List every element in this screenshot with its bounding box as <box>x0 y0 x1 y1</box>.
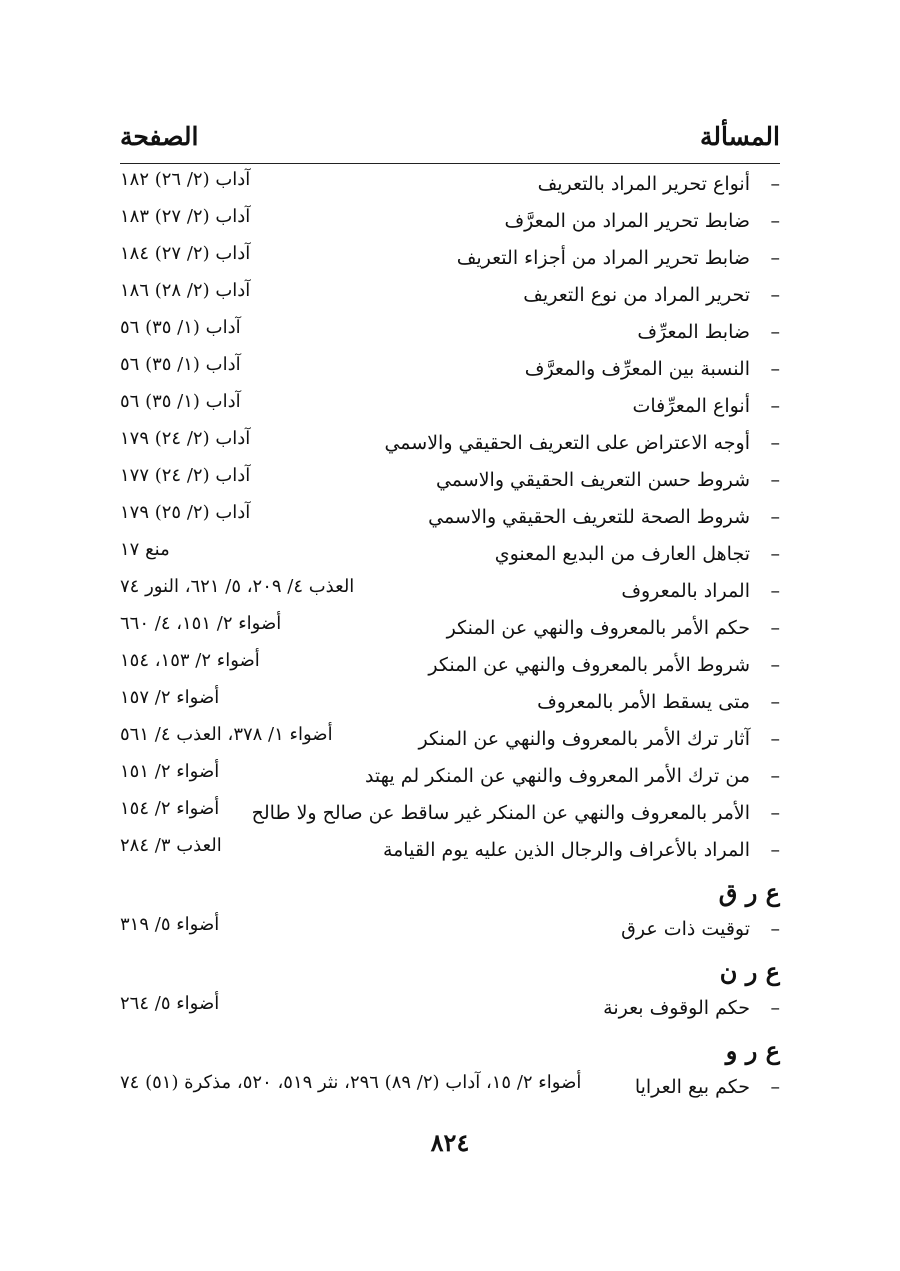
entry-topic: النسبة بين المعرِّف والمعرَّف <box>524 358 750 380</box>
entry-topic: آثار ترك الأمر بالمعروف والنهي عن المنكر <box>418 728 750 750</box>
entry-reference: أضواء ١/ ٣٧٨، العذب ٤/ ٥٦١ <box>120 724 333 745</box>
index-entry <box>120 424 780 461</box>
index-entry <box>120 794 780 831</box>
index-entry <box>120 609 780 646</box>
entry-dash: – <box>770 617 780 639</box>
index-entry <box>120 313 780 350</box>
entry-dash: – <box>770 543 780 565</box>
entry-reference: آداب (١/ ٣٥) ٥٦ <box>120 317 241 338</box>
entry-reference: آداب (١/ ٣٥) ٥٦ <box>120 391 241 412</box>
entry-dash: – <box>770 432 780 454</box>
header-divider <box>120 163 780 164</box>
entry-topic: شروط حسن التعريف الحقيقي والاسمي <box>435 469 750 491</box>
entry-reference: أضواء ٢/ ١٥٤ <box>120 798 220 819</box>
entry-topic: أنواع تحرير المراد بالتعريف <box>537 173 750 195</box>
entry-reference: آداب (٢/ ٢٤) ١٧٧ <box>120 465 251 486</box>
index-entry <box>120 165 780 202</box>
root-letters: ع ر ن <box>719 957 780 986</box>
column-header <box>120 122 780 162</box>
index-entry <box>120 646 780 683</box>
entry-dash: – <box>770 247 780 269</box>
entry-topic: ضابط تحرير المراد من المعرَّف <box>504 210 750 232</box>
root-letters: ع ر ق <box>718 878 780 907</box>
entry-dash: – <box>770 284 780 306</box>
index-entry <box>120 910 780 947</box>
entry-dash: – <box>770 691 780 713</box>
index-entry <box>120 683 780 720</box>
entry-topic: المراد بالأعراف والرجال الذين عليه يوم القيامة <box>382 839 750 861</box>
index-entry <box>120 831 780 868</box>
entry-reference: العذب ٤/ ٢٠٩، ٥/ ٦٢١، النور ٧٤ <box>120 576 355 597</box>
topic-column-heading: المسألة <box>700 122 780 151</box>
entry-dash: – <box>770 580 780 602</box>
entry-dash: – <box>770 210 780 232</box>
entry-reference: أضواء ٢/ ١٥١، ٤/ ٦٦٠ <box>120 613 282 634</box>
entry-reference: أضواء ٥/ ٢٦٤ <box>120 993 220 1014</box>
entry-topic: شروط الأمر بالمعروف والنهي عن المنكر <box>428 654 750 676</box>
index-entry <box>120 276 780 313</box>
entry-topic: حكم الوقوف بعرنة <box>603 997 750 1019</box>
entry-dash: – <box>770 395 780 417</box>
index-entry <box>120 989 780 1026</box>
entry-dash: – <box>770 1076 780 1098</box>
entry-reference: آداب (٢/ ٢٦) ١٨٢ <box>120 169 251 190</box>
entry-reference: العذب ٣/ ٢٨٤ <box>120 835 222 856</box>
entry-topic: الأمر بالمعروف والنهي عن المنكر غير ساقط عن صالح ولا طالح <box>251 802 750 824</box>
entry-dash: – <box>770 173 780 195</box>
entry-topic: ضابط تحرير المراد من أجزاء التعريف <box>456 247 750 269</box>
root-heading <box>120 868 780 910</box>
index-entry <box>120 461 780 498</box>
entry-topic: تحرير المراد من نوع التعريف <box>523 284 750 306</box>
entry-reference: أضواء ٥/ ٣١٩ <box>120 914 220 935</box>
entry-dash: – <box>770 765 780 787</box>
entry-reference: آداب (٢/ ٢٤) ١٧٩ <box>120 428 251 449</box>
entry-reference: أضواء ٢/ ١٥٧ <box>120 687 220 708</box>
entry-topic: أنواع المعرِّفات <box>632 395 750 417</box>
entry-reference: أضواء ٢/ ١٥، آداب (٢/ ٨٩) ٢٩٦، نثر ٥١٩، ٥٢٠، مذكرة (٥١) ٧٤ <box>120 1072 582 1093</box>
entry-reference: آداب (٢/ ٢٧) ١٨٤ <box>120 243 251 264</box>
page-number: ٨٢٤ <box>430 1128 470 1157</box>
entry-topic: ضابط المعرِّف <box>637 321 750 343</box>
index-entries <box>120 165 780 1105</box>
index-entry <box>120 202 780 239</box>
index-entry <box>120 757 780 794</box>
entry-reference: آداب (٢/ ٢٥) ١٧٩ <box>120 502 251 523</box>
entry-dash: – <box>770 918 780 940</box>
entry-reference: منع ١٧ <box>120 539 170 560</box>
entry-dash: – <box>770 469 780 491</box>
index-entry <box>120 350 780 387</box>
root-heading <box>120 1026 780 1068</box>
index-entry <box>120 720 780 757</box>
entry-reference: أضواء ٢/ ١٥٣، ١٥٤ <box>120 650 260 671</box>
entry-reference: آداب (٢/ ٢٧) ١٨٣ <box>120 206 251 227</box>
entry-topic: أوجه الاعتراض على التعريف الحقيقي والاسمي <box>384 432 750 454</box>
page-column-heading: الصفحة <box>120 122 199 151</box>
index-entry <box>120 498 780 535</box>
index-entry <box>120 1068 780 1105</box>
entry-topic: توقيت ذات عرق <box>621 918 750 940</box>
entry-topic: حكم بيع العرايا <box>634 1076 750 1098</box>
index-entry <box>120 535 780 572</box>
index-entry <box>120 572 780 609</box>
entry-topic: المراد بالمعروف <box>621 580 750 602</box>
entry-reference: آداب (١/ ٣٥) ٥٦ <box>120 354 241 375</box>
entry-dash: – <box>770 506 780 528</box>
entry-dash: – <box>770 728 780 750</box>
entry-topic: من ترك الأمر المعروف والنهي عن المنكر لم يهتد <box>364 765 750 787</box>
entry-reference: أضواء ٢/ ١٥١ <box>120 761 220 782</box>
entry-reference: آداب (٢/ ٢٨) ١٨٦ <box>120 280 251 301</box>
entry-topic: متى يسقط الأمر بالمعروف <box>537 691 750 713</box>
entry-topic: شروط الصحة للتعريف الحقيقي والاسمي <box>428 506 750 528</box>
entry-dash: – <box>770 654 780 676</box>
root-letters: ع ر و <box>725 1036 780 1065</box>
index-entry <box>120 387 780 424</box>
entry-topic: حكم الأمر بالمعروف والنهي عن المنكر <box>446 617 750 639</box>
entry-dash: – <box>770 358 780 380</box>
root-heading <box>120 947 780 989</box>
index-entry <box>120 239 780 276</box>
entry-dash: – <box>770 802 780 824</box>
entry-dash: – <box>770 997 780 1019</box>
entry-dash: – <box>770 321 780 343</box>
entry-dash: – <box>770 839 780 861</box>
entry-topic: تجاهل العارف من البديع المعنوي <box>494 543 750 565</box>
